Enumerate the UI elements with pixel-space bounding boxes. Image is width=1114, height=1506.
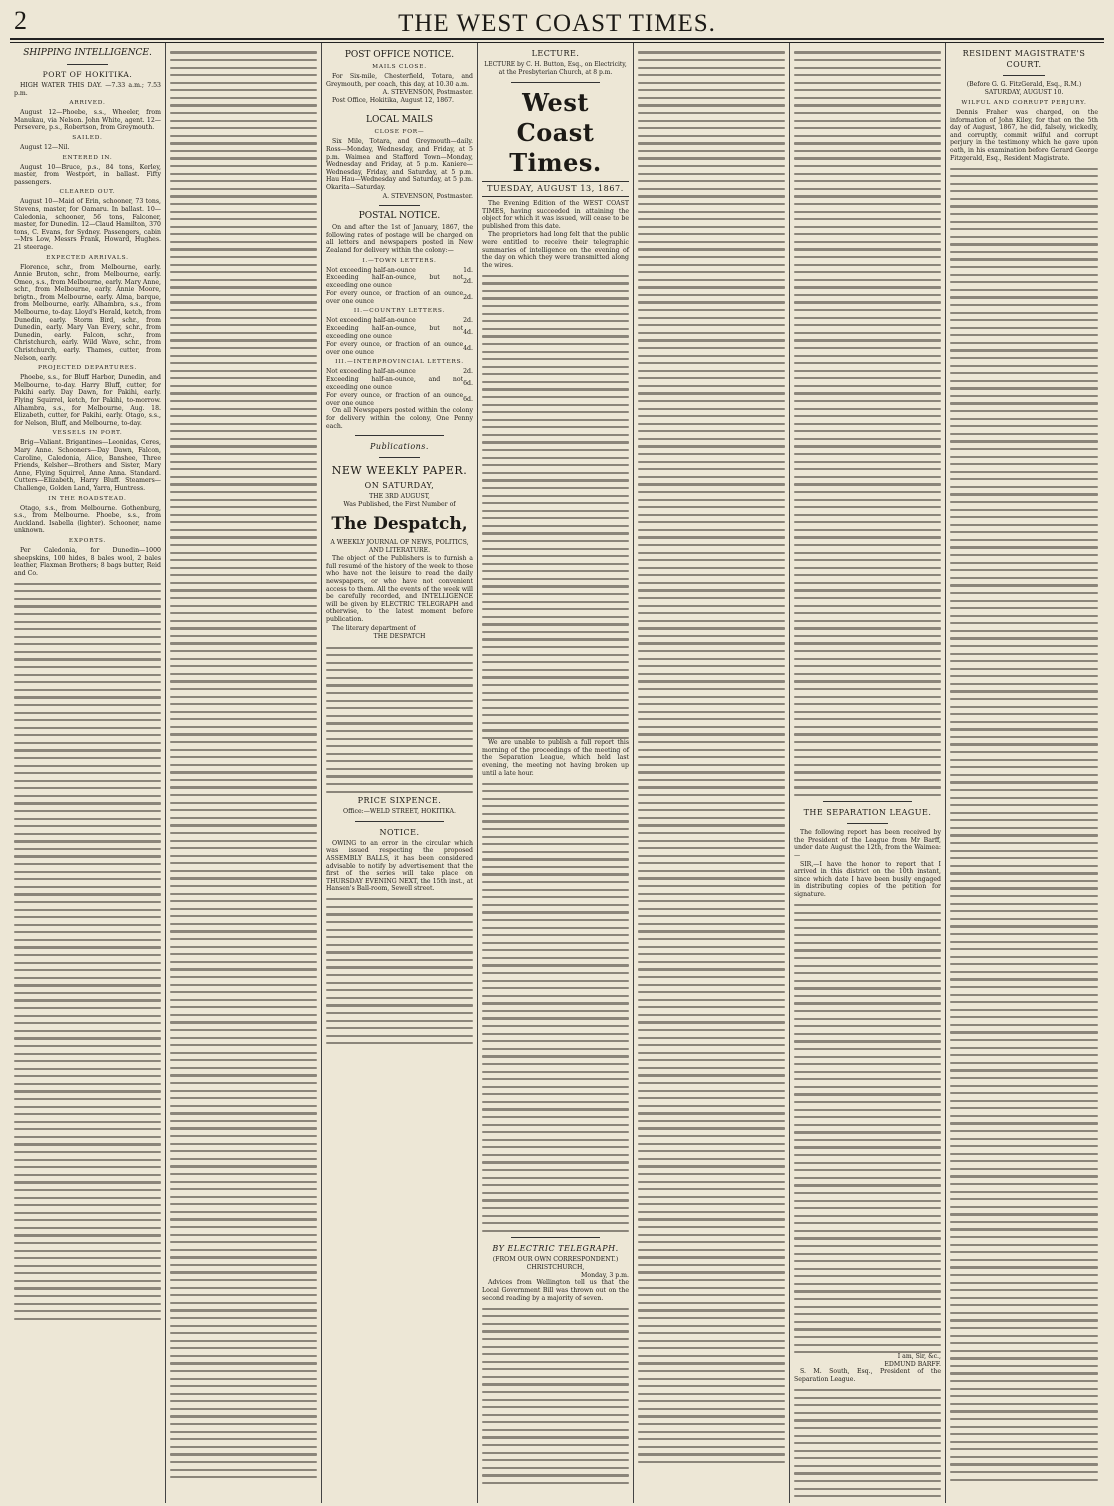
- notice-text: OWING to an error in the circular which was issued respecting the proposed ASSEMBLY BALLS, it has been considered advisable to notify by advertisement that the first of the series will take place on THURSDAY EVENING NEXT, the 15th inst., at Hansen's Ball-room, Sewell street.: [326, 839, 473, 893]
- editorial-paragraph-3: We are unable to publish a full report this morning of the proceedings of the meeting of the Separation League, which held last evening, the meeting not having broken up until a late hour.: [482, 739, 629, 777]
- arrived-heading: ARRIVED.: [69, 100, 106, 107]
- column-5: [634, 43, 790, 1503]
- column-7-body: [950, 168, 1098, 1481]
- page-number: 2: [14, 6, 27, 35]
- despatch-body: [326, 647, 473, 793]
- rate-row: For every ounce, or fraction of an ounce over one ounce 2d.: [326, 289, 473, 305]
- editorial-paragraph-1: The Evening Edition of the WEST COAST TIMES, having succeeded in attaining the object for which it was issued, will cease to be published from this date.: [482, 200, 629, 230]
- rate-row: Not exceeding half-an-ounce 1d.: [326, 266, 473, 274]
- town-letters-heading: I.—TOWN LETTERS.: [362, 257, 437, 264]
- published-line: Was Published, the First Number of: [343, 501, 456, 509]
- column-1-body: [14, 583, 161, 1320]
- interprovincial-rates: [326, 368, 473, 407]
- postal-notice-tail: On all Newspapers posted within the colony for delivery within the colony, One Penny each.: [326, 407, 473, 430]
- separation-league-body: [794, 904, 941, 1353]
- court-case-title: WILFUL AND CORRUPT PERJURY.: [961, 100, 1087, 106]
- separation-signoff: I am, Sir, &c.,: [897, 1353, 941, 1361]
- country-rates: [326, 317, 473, 356]
- vessels-heading: VESSELS IN PORT.: [52, 430, 123, 437]
- post-office-heading: POST OFFICE NOTICE.: [344, 50, 455, 60]
- rate-row: For every ounce, or fraction of an ounce over one ounce 4d.: [326, 340, 473, 356]
- cleared-text: August 10—Maid of Erin, schooner, 73 tons, Stevens, master, for Oamaru. In ballast. 10—Caledonia, schooner, 56 tons, Falconer, master, for Dunedin. 12—Claud Hamilton, 370 tons, C. Evans, for Sydney. Passengers, cabin—Mrs Low, Messrs Frank, Howard, Hughes. 21 steerage.: [14, 198, 161, 251]
- column-1: [10, 43, 166, 1503]
- new-weekly-heading: NEW WEEKLY PAPER.: [331, 464, 468, 478]
- despatch-subtitle: A WEEKLY JOURNAL OF NEWS, POLITICS, AND LITERATURE.: [330, 539, 469, 555]
- shipping-heading: SHIPPING INTELLIGENCE.: [23, 48, 152, 58]
- column-6: [790, 43, 946, 1503]
- postal-notice-heading: POSTAL NOTICE.: [358, 211, 441, 222]
- separation-signature: EDMUND BARFF.: [884, 1360, 941, 1368]
- court-date: SATURDAY, AUGUST 10.: [984, 89, 1064, 96]
- court-heading: RESIDENT MAGISTRATE'S COURT.: [962, 49, 1086, 69]
- rate-row: Exceeding half-an-ounce, but not exceeding one ounce 2d.: [326, 274, 473, 290]
- local-mails-signature: A. STEVENSON, Postmaster.: [382, 192, 473, 200]
- column-6-tail: [794, 1389, 941, 1503]
- despatch-date: THE 3RD AUGUST,: [369, 493, 430, 501]
- telegraph-time: Monday, 3 p.m.: [581, 1271, 629, 1279]
- town-rates: [326, 267, 473, 306]
- entered-text: August 10—Bruce, p.s., 84 tons, Kerley, master, from Westport, in ballast. Fifty passengers.: [14, 163, 161, 186]
- column-3: [322, 43, 478, 1503]
- entered-heading: ENTERED IN.: [62, 154, 113, 161]
- mails-close-label: MAILS CLOSE.: [372, 64, 427, 70]
- sailed-text: August 12—Nil.: [20, 143, 70, 151]
- port-heading: PORT OF HOKITIKA.: [42, 70, 133, 79]
- separation-league-intro: The following report has been received by the President of the League from Mr Barff, under date August the 12th, from the Waimea:—: [794, 829, 941, 860]
- column-3-tail: [326, 898, 473, 1044]
- separation-league-heading: THE SEPARATION LEAGUE.: [803, 808, 932, 818]
- on-saturday: ON SATURDAY,: [364, 481, 435, 491]
- country-letters-heading: II.—COUNTRY LETTERS.: [353, 308, 446, 315]
- local-mails-sub: CLOSE FOR—: [374, 129, 425, 136]
- despatch-label: THE DESPATCH: [373, 633, 426, 641]
- office-line: Office:—WELD STREET, HOKITIKA.: [343, 807, 456, 815]
- lecture-line: LECTURE by C. H. Button, Esq., on Electricity, at the Presbyterian Church, at 8 p.m.: [484, 61, 627, 76]
- columns: [10, 43, 1104, 1503]
- vessels-text: Brig—Valiant. Brigantines—Leonidas, Ceres, Mary Anne. Schooners—Day Dawn, Falcon, Caroline, Caledonia, Alice, Banshee, Three Friends, Kelsher—Brothers and Sister, Mary Anne, Flying Squirrel, Anne Anna. Standard. Cutters—Elizabeth, Harry Bluff. Steamers—Challenge, Golden Land, Yarra, Huntress.: [14, 439, 161, 492]
- post-office-place: Post Office, Hokitika, August 12, 1867.: [332, 96, 455, 104]
- projected-heading: PROJECTED DEPARTURES.: [37, 365, 138, 372]
- masthead: [10, 8, 1104, 40]
- telegraph-text: Advices from Wellington tell us that the Local Government Bill was thrown out on the second reading by a majority of seven.: [482, 1279, 629, 1302]
- local-mails-text: Six Mile, Totara, and Greymouth—daily. Ross—Monday, Wednesday, and Friday, at 5 p.m. Waimea and Stafford Town—Monday, Wednesday and Friday, at 5 p.m. Kaniere—Wednesday, Friday, and Saturday, at 5 p.m. Hau Hau—Wednesday and Saturday, at 5 p.m. Okarita—Saturday.: [326, 138, 473, 191]
- telegraph-body: [482, 1308, 629, 1484]
- editorial-title: West Coast Times.: [509, 88, 602, 177]
- issue-date: TUESDAY, AUGUST 13, 1867.: [482, 181, 629, 197]
- lecture-heading: LECTURE.: [531, 49, 580, 58]
- column-2-body: [170, 51, 317, 1478]
- paper-title: THE WEST COAST TIMES.: [398, 10, 716, 37]
- rate-row: Not exceeding half-an-ounce 2d.: [326, 368, 473, 376]
- column-2: [166, 43, 322, 1503]
- rate-row: Exceeding half-an-ounce, and not exceeding one ounce 6d.: [326, 376, 473, 392]
- separation-league-letter: SIR,—I have the honor to report that I arrived in this district on the 10th instant, since which date I have been busily engaged in distributing copies of the petition for signature.: [794, 860, 941, 898]
- telegraph-heading: BY ELECTRIC TELEGRAPH.: [492, 1243, 619, 1253]
- post-office-text: For Six-mile, Chesterfield, Totara, and Greymouth, per coach, this day, at 10.30 a.m.: [326, 73, 473, 88]
- local-mails-heading: LOCAL MAILS: [366, 115, 433, 126]
- roadstead-text: Otago, s.s., from Melbourne. Gothenburg, s.s., from Melbourne. Phoebe, s.s., from Auckland. Isabella (lighter). Schooner, name unknown.: [14, 504, 161, 535]
- column-6-upper: [794, 51, 941, 796]
- cleared-heading: CLEARED OUT.: [59, 189, 116, 196]
- post-office-signature: A. STEVENSON, Postmaster.: [382, 89, 473, 97]
- column-5-body: [638, 51, 785, 1463]
- notice-heading: NOTICE.: [379, 827, 420, 837]
- rate-row: Not exceeding half-an-ounce 2d.: [326, 317, 473, 325]
- telegraph-place: CHRISTCHURCH,: [526, 1263, 585, 1271]
- exports-heading: EXPORTS.: [68, 537, 107, 544]
- rate-row: For every ounce, or fraction of an ounce over one ounce 6d.: [326, 391, 473, 407]
- publications-heading: Publications.: [370, 442, 429, 452]
- court-magistrate: (Before G. G. FitzGerald, Esq., R.M.): [966, 81, 1082, 88]
- sailed-heading: SAILED.: [72, 134, 103, 141]
- price-heading: PRICE SIXPENCE.: [357, 795, 442, 805]
- expected-text: Florence, schr., from Melbourne, early. Annie Bruton, schr., from Melbourne, early. Omeo, s.s., from Melbourne, early. Mary Anne, schr., from Melbourne, early. Annie Moore, brigtn., from Melbourne, early. Alma, barque, from Melbourne, early. Alhambra, s.s., from Melbourne, to-day. Lloyd's Herald, ketch, from Dunedin, early. Storm Bird, schr., from Dunedin, early. Mary Van Every, schr., from Dunedin, early. Falcon, schr., from Christchurch, early. Wild Wave, schr., from Christchurch, early. Thames, cutter, from Nelson, early.: [14, 263, 161, 362]
- editorial-body: [482, 275, 629, 739]
- roadstead-heading: IN THE ROADSTEAD.: [48, 495, 127, 502]
- editorial-body-2: [482, 783, 629, 1232]
- interprovincial-heading: III.—INTERPROVINCIAL LETTERS.: [335, 359, 464, 366]
- arrived-text: August 12—Phoebe, s.s., Wheeler, from Manukau, via Nelson. John White, agent. 12—Persevere, p.s., Robertson, from Greymouth.: [14, 109, 161, 132]
- telegraph-sub: (FROM OUR OWN CORRESPONDENT.): [492, 1255, 619, 1263]
- despatch-text: The object of the Publishers is to furnish a full resumé of the history of the week to those who have not the leisure to read the daily newspapers, or who have not convenient access to them. All the events of the week will be carefully recorded, and INTELLIGENCE will be given by ELECTRIC TELEGRAPH and otherwise, to the latest moment before publication.: [326, 555, 473, 623]
- expected-heading: EXPECTED ARRIVALS.: [46, 254, 129, 261]
- column-7: [946, 43, 1102, 1503]
- projected-text: Phoebe, s.s., for Bluff Harbor, Dunedin, and Melbourne, to-day. Harry Bluff, cutter, for Pakihi early. Day Dawn, for Pakihi, early. Flying Squirrel, ketch, for Pakihi, to-morrow. Alhambra, s.s., for Melbourne, Aug. 18. Elizabeth, cutter, for Pakihi, early. Otago, s.s., for Nelson, Bluff, and Melbourne, to-day.: [14, 374, 161, 427]
- column-4: [478, 43, 634, 1503]
- separation-addressee: S. M. South, Esq., President of the Separation League.: [794, 1368, 941, 1384]
- postal-notice-text: On and after the 1st of January, 1867, the following rates of postage will be charged on all letters and newspapers posted in New Zealand for delivery within the colony:—: [326, 224, 473, 254]
- despatch-title: The Despatch,: [331, 514, 468, 535]
- despatch-dept: The literary department of: [332, 624, 416, 632]
- exports-text: Per Caledonia, for Dunedin—1000 sheepskins, 100 hides, 8 bales wool, 2 bales leather, Flaxman Brothers; 8 bags butter, Reid and Co.: [14, 546, 161, 577]
- editorial-paragraph-2: The proprietors had long felt that the public were entitled to receive their telegraphic summaries of intelligence on the evening of the day on which they were transmitted along the wires.: [482, 231, 629, 269]
- rate-row: Exceeding half-an-ounce, but not exceeding one ounce 4d.: [326, 325, 473, 341]
- high-water: HIGH WATER THIS DAY. —7.33 a.m.; 7.53 p.m.: [14, 82, 161, 97]
- court-case-text: Dennis Fraher was charged, on the information of John Kiley, for that on the 5th day of August, 1867, he did, falsely, wickedly, and corruptly, commit wilful and corrupt perjury in the testimony which he gave upon oath, in his examination before Gerard George Fitzgerald, Esq., Resident Magistrate.: [950, 109, 1098, 162]
